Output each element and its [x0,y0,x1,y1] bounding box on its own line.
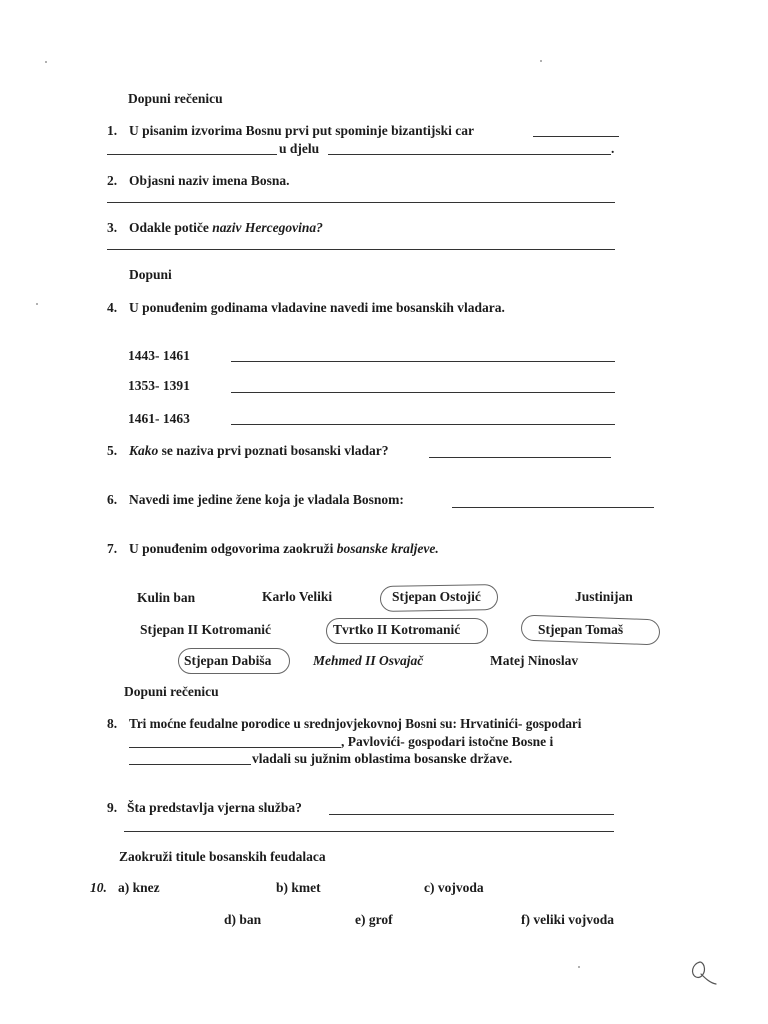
q5-answer-line[interactable] [429,457,611,458]
q5-number: 5. [107,443,118,458]
q7-option-karlo-veliki[interactable]: Karlo Veliki [262,589,333,604]
q8-line-2: , Pavlovići- gospodari istočne Bosne i [341,734,554,749]
q7-option-stjepan-ii-kotromanic[interactable]: Stjepan II Kotromanić [140,622,272,637]
q1-end: . [611,141,615,156]
q7-option-mehmed-ii-osvajac[interactable]: Mehmed II Osvajač [313,653,424,668]
q10-option-e[interactable]: e) grof [355,912,393,927]
q8-answer-line-1[interactable] [129,747,341,748]
q1-answer-line-blank[interactable] [107,154,277,155]
q9-number: 9. [107,800,118,815]
handwritten-mark-icon [686,958,720,988]
q1-mid-text: u djelu [279,141,320,156]
q4-period-1: 1443- 1461 [128,348,190,363]
scan-speck [578,966,580,968]
q10-option-a[interactable]: a) knez [118,880,160,895]
q4-answer-line-3[interactable] [231,424,615,425]
q4-answer-line-2[interactable] [231,392,615,393]
q6-text: Navedi ime jedine žene koja je vladala Bosnom: [129,492,404,507]
q7-option-tvrtko-ii-kotromanic[interactable]: Tvrtko II Kotromanić [333,622,461,637]
q7-option-matej-ninoslav[interactable]: Matej Ninoslav [490,653,579,668]
scan-speck [540,60,542,62]
q10-option-d[interactable]: d) ban [224,912,262,927]
q10-option-c[interactable]: c) vojvoda [424,880,484,895]
scan-speck [36,303,38,305]
q4-period-2: 1353- 1391 [128,378,190,393]
q5-text-italic: Kako [129,443,159,458]
section-heading-zaokruzi-titule: Zaokruži titule bosanskih feudalaca [119,849,326,864]
q7-number: 7. [107,541,118,556]
q7-option-justinijan[interactable]: Justinijan [575,589,633,604]
q7-option-kulin-ban[interactable]: Kulin ban [137,590,196,605]
q10-number: 10. [90,880,107,895]
q9-text: Šta predstavlja vjerna služba? [127,800,302,815]
q9-answer-line-2[interactable] [124,831,614,832]
section-heading-dopuni: Dopuni [129,267,172,282]
q7-option-stjepan-ostojic[interactable]: Stjepan Ostojić [392,589,481,604]
q8-line-3: vladali su južnim oblastima bosanske države. [252,751,513,766]
q7-text-italic: bosanske kraljeve. [336,541,439,556]
q6-number: 6. [107,492,118,507]
q8-answer-line-2[interactable] [129,764,251,765]
q2-text: Objasni naziv imena Bosna. [129,173,290,188]
q8-number: 8. [107,716,118,731]
q5-text [129,444,389,458]
q2-answer-line[interactable] [107,202,615,203]
q4-number: 4. [107,300,118,315]
q4-text: U ponuđenim godinama vladavine navedi ime bosanskih vladara. [129,300,505,315]
q7-option-stjepan-tomas[interactable]: Stjepan Tomaš [538,622,624,637]
q7-option-stjepan-dabisa[interactable]: Stjepan Dabiša [184,653,272,668]
q6-answer-line[interactable] [452,507,654,508]
q3-text-italic: naziv Hercegovina? [212,220,323,235]
q7-text-plain: U ponuđenim odgovorima zaokruži [129,541,334,556]
q1-answer-line-ruler[interactable] [533,136,619,137]
q8-line-1: Tri moćne feudalne porodice u srednjovjekovnoj Bosni su: Hrvatinići- gospodari [129,716,582,731]
q3-text [129,221,323,235]
scan-speck [45,61,47,63]
q4-period-3: 1461- 1463 [128,411,190,426]
q1-answer-line-work[interactable] [328,154,611,155]
q3-answer-line[interactable] [107,249,615,250]
q10-option-f[interactable]: f) veliki vojvoda [521,912,614,927]
q9-answer-line-1[interactable] [329,814,614,815]
q1-text: U pisanim izvorima Bosnu prvi put spominje bizantijski car [129,123,475,138]
q3-number: 3. [107,220,118,235]
q10-option-b[interactable]: b) kmet [276,880,321,895]
section-heading-dopuni-recenicu: Dopuni rečenicu [128,91,223,106]
q7-text [129,542,439,556]
section-heading-dopuni-recenicu-2: Dopuni rečenicu [124,684,219,699]
q4-answer-line-1[interactable] [231,361,615,362]
q5-text-plain: se naziva prvi poznati bosanski vladar? [161,443,389,458]
q3-text-plain: Odakle potiče [129,220,209,235]
q2-number: 2. [107,173,118,188]
q1-number: 1. [107,123,118,138]
